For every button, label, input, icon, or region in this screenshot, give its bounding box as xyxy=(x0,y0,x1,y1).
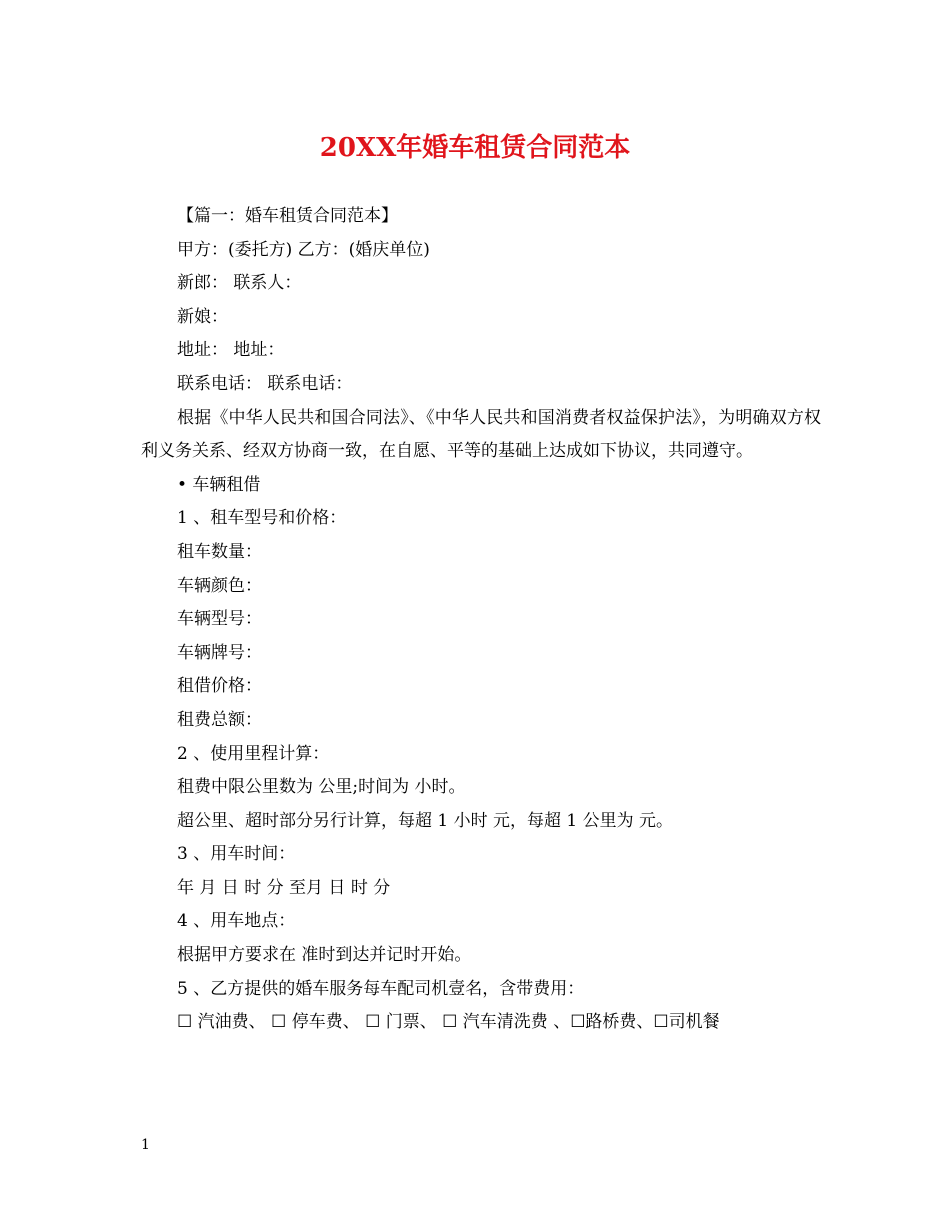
usage-time-line: 年 月 日 时 分 至月 日 时 分 xyxy=(177,877,391,898)
section-heading: 【篇一：婚车租赁合同范本】 xyxy=(177,206,398,226)
parties-line: 甲方：(委托方) 乙方：(婚庆单位) xyxy=(177,239,430,260)
clause-4-heading: 4 、用车地点： xyxy=(177,911,296,932)
mileage-limit-line: 租费中限公里数为 公里;时间为 小时。 xyxy=(177,777,466,798)
document-body xyxy=(141,200,821,1040)
clause-3-heading: 3 、用车时间： xyxy=(177,844,296,865)
overtime-charge-line: 超公里、超时部分另行计算，每超 1 小时 元，每超 1 公里为 元。 xyxy=(177,810,674,831)
address-line: 地址： 地址： xyxy=(177,340,285,361)
document-title: 20XX年婚车租赁合同范本 xyxy=(319,133,631,163)
field-total-fee: 租费总额： xyxy=(177,709,262,730)
included-fees-checklist: ☐ 汽油费、 ☐ 停车费、 ☐ 门票、 ☐ 汽车清洗费 、☐路桥费、☐司机餐 xyxy=(177,1012,720,1033)
clause-1-heading: 1 、租车型号和价格： xyxy=(177,508,347,529)
field-vehicle-color: 车辆颜色： xyxy=(177,575,262,596)
preamble-paragraph: 根据《中华人民共和国合同法》、《中华人民共和国消费者权益保护法》，为明确双方权利义务关系、经双方协商一致，在自愿、平等的基础上达成如下协议，共同遵守。 xyxy=(141,407,821,462)
page-number: 1 xyxy=(141,1137,150,1153)
groom-contact-line: 新郎： 联系人： xyxy=(177,273,302,294)
clause-2-heading: 2 、使用里程计算： xyxy=(177,743,330,764)
phone-line: 联系电话： 联系电话： xyxy=(177,373,353,394)
clause-5-heading: 5 、乙方提供的婚车服务每车配司机壹名，含带费用： xyxy=(177,978,585,999)
field-vehicle-model: 车辆型号： xyxy=(177,609,262,630)
usage-location-line: 根据甲方要求在 准时到达并记时开始。 xyxy=(177,945,472,966)
field-license-plate: 车辆牌号： xyxy=(177,642,262,663)
field-rental-price: 租借价格： xyxy=(177,676,262,697)
bride-line: 新娘： xyxy=(177,306,228,327)
field-rental-quantity: 租车数量： xyxy=(177,541,262,562)
clause-heading-vehicle-rental: • 车辆租借 xyxy=(177,474,261,495)
